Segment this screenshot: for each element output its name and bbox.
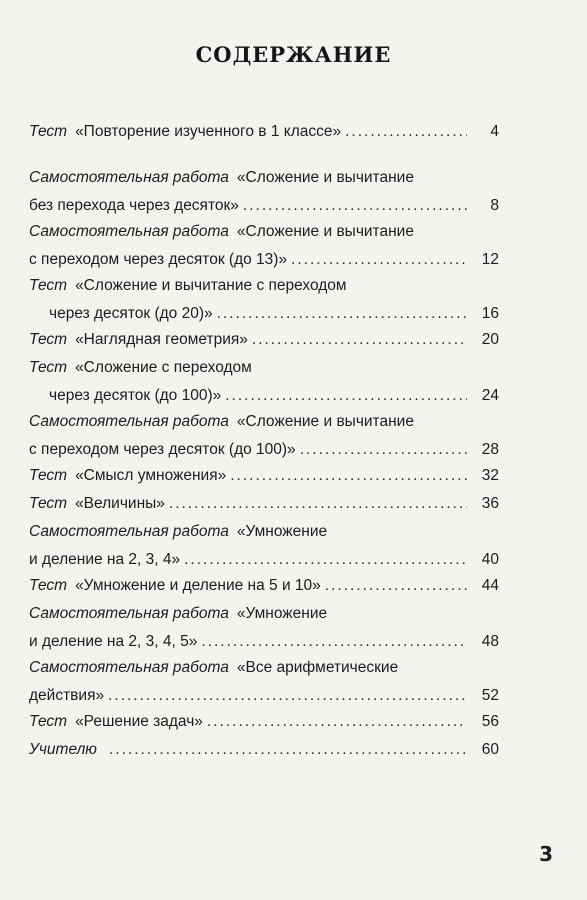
- toc-entry-line: [29, 192, 499, 220]
- toc-entry-line: [29, 382, 499, 410]
- toc-leader-dots: [169, 490, 467, 518]
- toc-entry-line: [29, 218, 499, 246]
- toc-entry-title: через десяток (до 20)»: [49, 305, 213, 322]
- toc-entry-kind: Самостоятельная работа: [29, 605, 229, 622]
- toc-leader-dots: [108, 682, 467, 710]
- toc-page-number: 48: [481, 633, 499, 650]
- toc-page-number: 44: [481, 577, 499, 594]
- toc-leader-dots: [207, 708, 467, 736]
- toc-entry: [29, 218, 499, 274]
- toc-page-number: 40: [481, 551, 499, 568]
- toc-entry-title: «Наглядная геометрия»: [75, 331, 248, 348]
- toc-leader-dots: [243, 192, 467, 220]
- toc-entry-line: [29, 462, 499, 490]
- toc-entry-title: и деление на 2, 3, 4, 5»: [29, 633, 198, 650]
- toc-leader-dots: [252, 326, 467, 354]
- toc-leader-dots: [109, 736, 467, 764]
- toc-leader-dots: [300, 436, 467, 464]
- toc-entry-line: [29, 572, 499, 600]
- toc-entry: [29, 600, 499, 656]
- toc-entry-line: [29, 246, 499, 274]
- toc-entry-kind: Учителю: [29, 741, 97, 758]
- toc-entry-title: действия»: [29, 687, 105, 704]
- toc-entry-line: [29, 436, 499, 464]
- toc-entry: [29, 354, 499, 410]
- toc-entry-title: «Смысл умножения»: [75, 467, 227, 484]
- toc-leader-dots: [184, 546, 467, 574]
- toc-leader-dots: [291, 246, 467, 274]
- toc-entry: [29, 518, 499, 574]
- toc-entry-title: «Сложение и вычитание с переходом: [75, 277, 347, 294]
- toc-leader-dots: [325, 572, 467, 600]
- toc-entry-kind: Тест: [29, 331, 68, 348]
- toc-page-number: 28: [481, 441, 499, 458]
- toc-entry: [29, 118, 499, 146]
- toc-entry-title: «Повторение изученного в 1 классе»: [75, 123, 342, 140]
- toc-entry-title: с переходом через десяток (до 13)»: [29, 251, 288, 268]
- toc-entry: [29, 736, 499, 764]
- toc-entry-line: [29, 628, 499, 656]
- toc-entry-line: [29, 682, 499, 710]
- toc-entry-title: «Умножение и деление на 5 и 10»: [75, 577, 321, 594]
- toc-page-number: 20: [481, 331, 499, 348]
- toc-entry-title: с переходом через десяток (до 100)»: [29, 441, 296, 458]
- toc-entry-title: «Решение задач»: [75, 713, 203, 730]
- toc-entry-kind: Тест: [29, 277, 68, 294]
- toc-page-number: 24: [481, 387, 499, 404]
- toc-entry-kind: Самостоятельная работа: [29, 413, 229, 430]
- toc-page-number: 32: [481, 467, 499, 484]
- toc-page-number: 8: [490, 197, 499, 214]
- toc-entry-title: и деление на 2, 3, 4»: [29, 551, 181, 568]
- toc-entry-line: [29, 518, 499, 546]
- toc-page-number: 16: [481, 305, 499, 322]
- toc-entry-line: [29, 408, 499, 436]
- toc-entry: [29, 272, 499, 328]
- toc-page-number: 56: [481, 713, 499, 730]
- toc-entry: [29, 462, 499, 490]
- toc-entry-title: «Умножение: [236, 605, 328, 622]
- toc-entry: [29, 164, 499, 220]
- toc-entry-line: [29, 118, 499, 146]
- toc-entry-kind: Тест: [29, 713, 68, 730]
- toc-entry-kind: Самостоятельная работа: [29, 223, 229, 240]
- toc-entry-line: [29, 272, 499, 300]
- toc-entry: [29, 654, 499, 710]
- toc-entry-line: [29, 300, 499, 328]
- toc-leader-dots: [225, 382, 467, 410]
- toc-entry-kind: Тест: [29, 467, 68, 484]
- toc-entry-line: [29, 736, 499, 764]
- toc-entry-kind: Самостоятельная работа: [29, 169, 229, 186]
- toc-entry: [29, 408, 499, 464]
- toc-leader-dots: [217, 300, 467, 328]
- toc-page-number: 60: [481, 741, 499, 758]
- toc-entry-title: «Все арифметические: [236, 659, 399, 676]
- toc-entry-title: «Сложение и вычитание: [236, 169, 414, 186]
- toc-entry-title: «Сложение и вычитание: [236, 223, 414, 240]
- toc-entry: [29, 572, 499, 600]
- toc-entry-line: [29, 354, 499, 382]
- toc-entry-kind: Тест: [29, 577, 68, 594]
- toc-page-number: 36: [481, 495, 499, 512]
- toc-entry-kind: Тест: [29, 359, 68, 376]
- toc-entry-line: [29, 600, 499, 628]
- toc-entry-line: [29, 546, 499, 574]
- toc-entry-title: «Величины»: [75, 495, 165, 512]
- toc-entry-line: [29, 708, 499, 736]
- toc-entry-kind: Самостоятельная работа: [29, 659, 229, 676]
- toc-entry-line: [29, 326, 499, 354]
- toc-entry-title: «Сложение и вычитание: [236, 413, 414, 430]
- toc-entry: [29, 490, 499, 518]
- page-title: СОДЕРЖАНИЕ: [195, 42, 392, 67]
- toc-leader-dots: [345, 118, 467, 146]
- toc-leader-dots: [230, 462, 467, 490]
- toc-page-number: 52: [481, 687, 499, 704]
- toc-entry-kind: Самостоятельная работа: [29, 523, 229, 540]
- toc-entry-title: через десяток (до 100)»: [49, 387, 222, 404]
- toc-entry-title: «Сложение с переходом: [75, 359, 252, 376]
- toc-entry-line: [29, 490, 499, 518]
- toc-page-number: 4: [490, 123, 499, 140]
- toc-entry-title: «Умножение: [236, 523, 328, 540]
- toc-entry-kind: Тест: [29, 123, 68, 140]
- toc-leader-dots: [201, 628, 467, 656]
- toc-entry: [29, 326, 499, 354]
- page-number: 3: [539, 842, 553, 866]
- toc-entry-line: [29, 164, 499, 192]
- toc-entry-line: [29, 654, 499, 682]
- toc-entry-kind: Тест: [29, 495, 68, 512]
- toc-entry-title: без перехода через десяток»: [29, 197, 239, 214]
- toc-entry: [29, 708, 499, 736]
- toc-page-number: 12: [481, 251, 499, 268]
